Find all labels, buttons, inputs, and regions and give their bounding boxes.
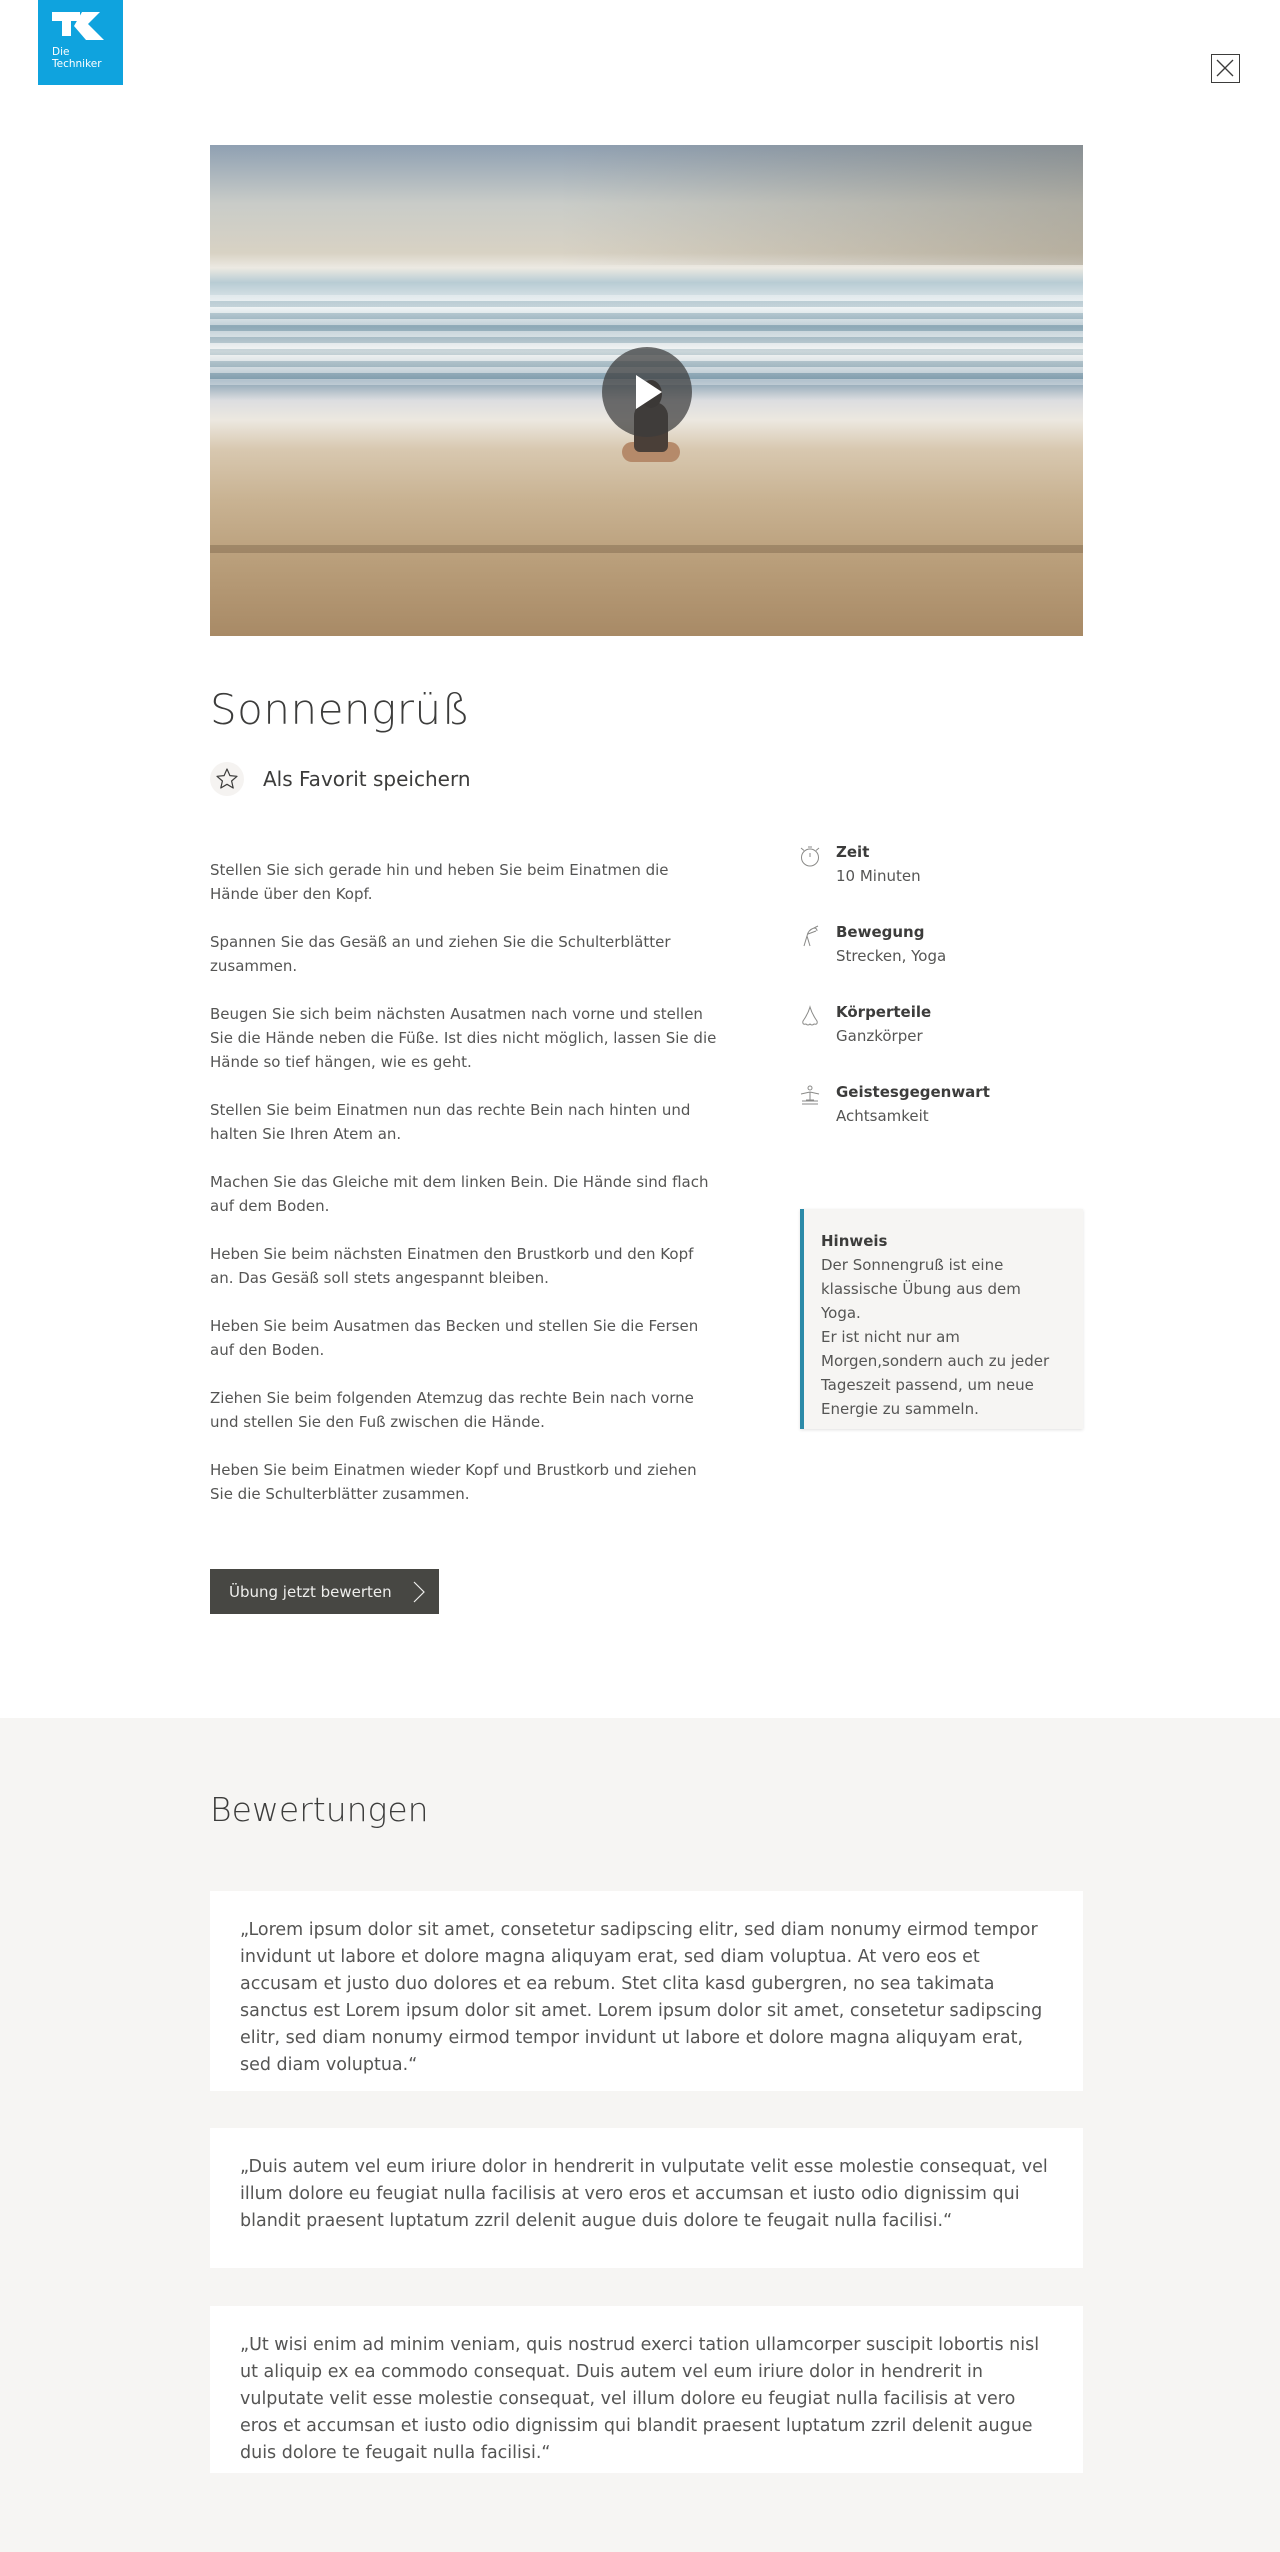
meta-item-koerperteile — [798, 1000, 1088, 1080]
meta-value: Ganzkörper — [836, 1027, 923, 1045]
hint-line: Er ist nicht nur am — [821, 1328, 960, 1346]
meta-value: Strecken, Yoga — [836, 947, 947, 965]
play-icon — [636, 375, 662, 409]
exercise-meta — [798, 840, 1088, 1160]
favorite-label: Als Favorit speichern — [263, 767, 471, 791]
meta-label: Bewegung — [836, 923, 925, 941]
step-text: Heben Sie beim nächsten Einatmen den Brustkorb und den Kopf an. Das Gesäß soll stets angespannt bleiben. — [210, 1245, 694, 1287]
exercise-steps — [210, 858, 720, 1530]
hint-line: Morgen,sondern auch zu jeder — [821, 1352, 1050, 1370]
hint-box — [800, 1209, 1083, 1429]
step-text: Machen Sie das Gleiche mit dem linken Bein. Die Hände sind flach auf dem Boden. — [210, 1173, 709, 1215]
step-text: Heben Sie beim Einatmen wieder Kopf und Brustkorb und ziehen Sie die Schulterblätter zusammen. — [210, 1461, 697, 1503]
meta-item-bewegung — [798, 920, 1088, 1000]
close-button[interactable] — [1211, 54, 1240, 83]
review-text: „Lorem ipsum dolor sit amet, consetetur sadipscing elitr, sed diam nonumy eirmod tempor invidunt ut labore et dolore magna aliquyam erat, sed diam voluptua. At vero eos et accusam et justo duo dolores et ea rebum. Stet clita kasd gubergren, no sea takimata sanctus est Lorem ipsum dolor sit amet. Lorem ipsum dolor sit amet, consetetur sadipscing elitr, sed diam nonumy eirmod tempor invidunt ut labore et dolore magna aliquyam erat, sed diam voluptua.“ — [240, 1920, 1043, 2075]
body-icon — [798, 1004, 822, 1028]
sand-shadow — [210, 545, 1083, 553]
review-text: „Duis autem vel eum iriure dolor in hendrerit in vulputate velit esse molestie consequat, vel illum dolore eu feugiat nulla facilisis at vero eros et accumsan et iusto odio dignissim qui blandit praesent luptatum zzril delenit augue duis dolore te feugait nulla facilisi.“ — [240, 2157, 1048, 2231]
rate-exercise-button[interactable] — [210, 1569, 439, 1614]
meditation-icon — [798, 1084, 822, 1108]
hint-title: Hinweis — [821, 1232, 888, 1250]
step-text: Stellen Sie sich gerade hin und heben Sie beim Einatmen die Hände über den Kopf. — [210, 861, 669, 903]
hint-line: Der Sonnengruß ist eine — [821, 1256, 1004, 1274]
chevron-right-icon — [413, 1581, 425, 1603]
step-text: Stellen Sie beim Einatmen nun das rechte Bein nach hinten und halten Sie Ihren Atem an. — [210, 1101, 691, 1143]
review-text: „Ut wisi enim ad minim veniam, quis nostrud exerci tation ullamcorper suscipit lobortis nisl ut aliquip ex ea commodo consequat. Duis autem vel eum iriure dolor in hendrerit in vulputate velit esse molestie consequat, vel illum dolore eu feugiat nulla facilisis at vero eros et accumsan et iusto odio dignissim qui blandit praesent luptatum zzril delenit augue duis dolore te feugait nulla facilisi.“ — [240, 2335, 1040, 2463]
tk-logo-mark-icon — [52, 12, 108, 42]
hint-line: klassische Übung aus dem Yoga. — [821, 1280, 1021, 1322]
save-favorite-button[interactable] — [210, 762, 471, 796]
close-icon — [1215, 58, 1235, 78]
page-title: Sonnengrüß — [210, 685, 471, 734]
step-text: Spannen Sie das Gesäß an und ziehen Sie die Schulterblätter zusammen. — [210, 933, 671, 975]
logo-text-line1: Die — [52, 46, 70, 58]
step-text: Beugen Sie sich beim nächsten Ausatmen nach vorne und stellen Sie die Hände neben die Füße. Ist dies nicht möglich, lassen Sie die Hände so tief hängen, wie es geht. — [210, 1005, 717, 1071]
review-card — [210, 2128, 1083, 2268]
logo-text-line2: Techniker — [52, 58, 102, 70]
review-card — [210, 2306, 1083, 2473]
play-button[interactable] — [602, 347, 692, 437]
meta-value: 10 Minuten — [836, 867, 921, 885]
meta-label: Geistesgegenwart — [836, 1083, 990, 1101]
meta-item-zeit — [798, 840, 1088, 920]
hint-line: Energie zu sammeln. — [821, 1400, 979, 1418]
hint-line: Tageszeit passend, um neue — [821, 1376, 1034, 1394]
tk-logo[interactable] — [38, 0, 123, 85]
sky — [559, 145, 1083, 265]
stopwatch-icon — [798, 844, 822, 868]
review-card — [210, 1891, 1083, 2091]
meta-label: Zeit — [836, 843, 870, 861]
meta-label: Körperteile — [836, 1003, 932, 1021]
star-icon — [215, 767, 239, 791]
stretching-icon — [798, 924, 822, 948]
step-text: Ziehen Sie beim folgenden Atemzug das rechte Bein nach vorne und stellen Sie den Fuß zwischen die Hände. — [210, 1389, 694, 1431]
meta-value: Achtsamkeit — [836, 1107, 929, 1125]
reviews-title: Bewertungen — [210, 1790, 429, 1829]
step-text: Heben Sie beim Ausatmen das Becken und stellen Sie die Fersen auf den Boden. — [210, 1317, 699, 1359]
star-icon-wrapper — [210, 762, 244, 796]
meta-item-geistesgegenwart — [798, 1080, 1088, 1160]
rate-button-label: Übung jetzt bewerten — [229, 1582, 392, 1601]
video-thumbnail[interactable] — [210, 145, 1083, 636]
